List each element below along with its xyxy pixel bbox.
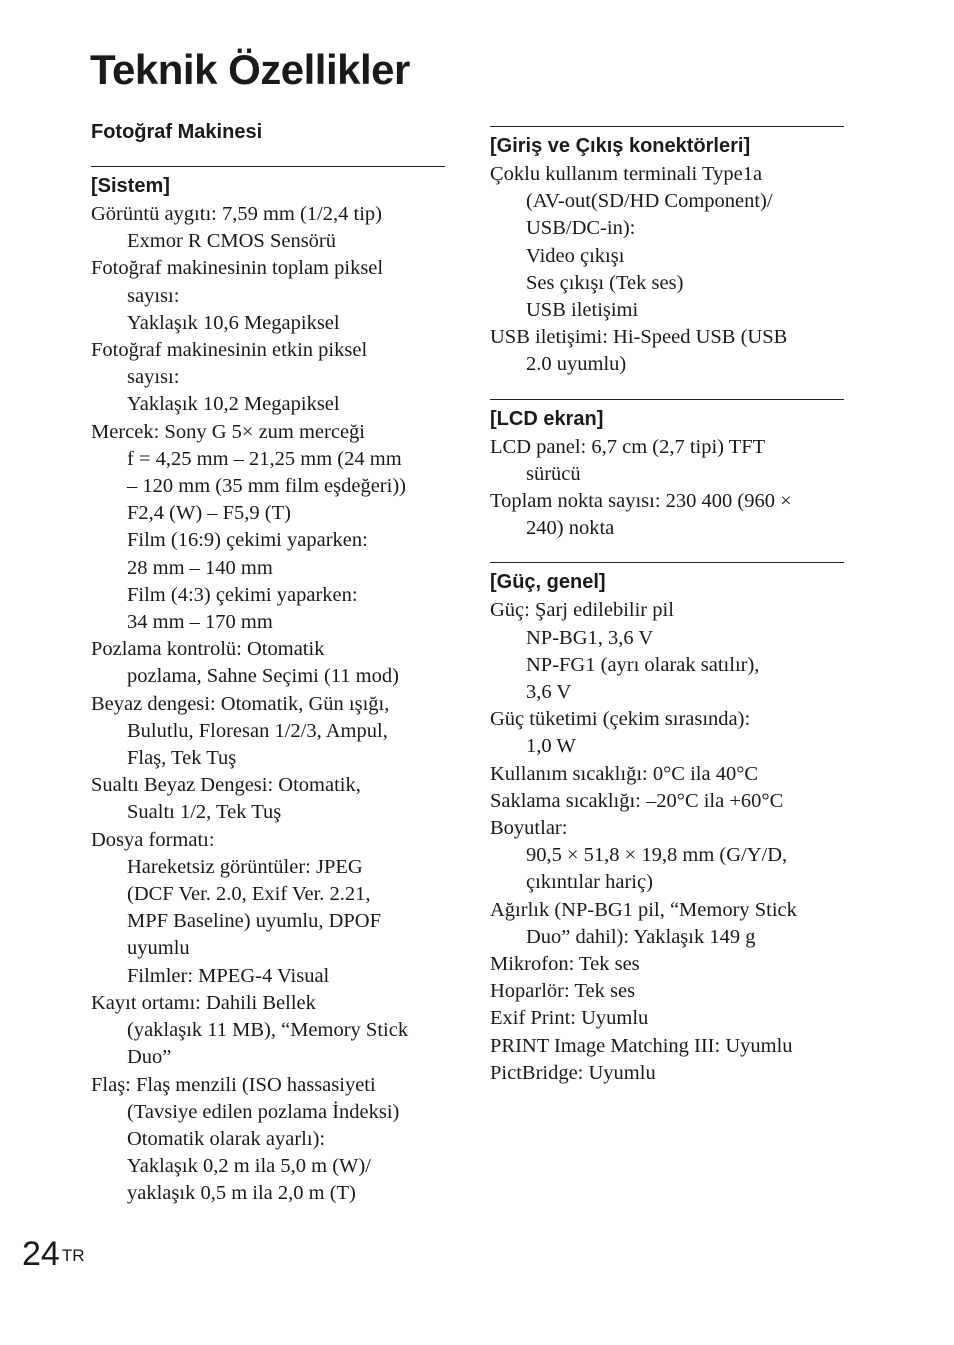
- spec-line: Mercek: Sony G 5× zum merceği: [91, 420, 365, 443]
- spec-line: Fotoğraf makinesinin etkin piksel: [91, 339, 368, 362]
- left-sections: [91, 166, 445, 1208]
- spec-line: Saklama sıcaklığı: –20°C ila +60°C: [490, 789, 784, 812]
- spec-line: Dosya formatı:: [91, 828, 215, 851]
- spec-line: Beyaz dengesi: Otomatik, Gün ışığı,: [91, 692, 390, 715]
- spec-line: Video çıkışı: [526, 244, 625, 267]
- spec-line: Yaklaşık 10,6 Megapiksel: [127, 311, 340, 334]
- spec-line: sayısı:: [127, 284, 180, 307]
- page-language-code: TR: [61, 1246, 85, 1265]
- spec-line: Filmler: MPEG-4 Visual: [127, 964, 330, 987]
- spec-line: 28 mm – 140 mm: [127, 556, 273, 579]
- spec-line: 90,5 × 51,8 × 19,8 mm (G/Y/D,: [526, 844, 788, 867]
- spec-line: pozlama, Sahne Seçimi (11 mod): [127, 665, 399, 688]
- spec-line: yaklaşık 0,5 m ila 2,0 m (T): [127, 1182, 356, 1205]
- spec-line: Kayıt ortamı: Dahili Bellek: [91, 991, 316, 1014]
- spec-line: Güç tüketimi (çekim sırasında):: [490, 708, 751, 731]
- spec-line: Hareketsiz görüntüler: JPEG: [127, 855, 363, 878]
- section-heading: [LCD ekran]: [490, 407, 604, 430]
- spec-line: 2.0 uyumlu): [526, 353, 627, 376]
- spec-line: (AV-out(SD/HD Component)/: [526, 190, 773, 213]
- spec-line: Çoklu kullanım terminali Type1a: [490, 163, 763, 185]
- right-column: [490, 116, 844, 1087]
- spec-line: 34 mm – 170 mm: [127, 611, 273, 634]
- spec-line: Sualtı 1/2, Tek Tuş: [127, 801, 282, 824]
- spec-line: Ses çıkışı (Tek ses): [526, 271, 684, 294]
- spec-line: Görüntü aygıtı: 7,59 mm (1/2,4 tip): [91, 203, 382, 225]
- spec-line: USB/DC-in):: [526, 217, 636, 240]
- spec-line: Duo”: [127, 1046, 172, 1069]
- spec-line: – 120 mm (35 mm film eşdeğeri)): [127, 475, 406, 498]
- spec-line: Boyutlar:: [490, 817, 568, 840]
- spec-line: Duo” dahil): Yaklaşık 149 g: [526, 925, 756, 948]
- spec-line: (Tavsiye edilen pozlama İndeksi): [127, 1100, 400, 1123]
- spec-line: sürücü: [526, 462, 581, 485]
- page-title: Teknik Özellikler: [90, 46, 410, 93]
- spec-line: Güç: Şarj edilebilir pil: [490, 599, 674, 622]
- spec-line: uyumlu: [127, 937, 190, 960]
- spec-line: f = 4,25 mm – 21,25 mm (24 mm: [127, 447, 402, 470]
- spec-line: Otomatik olarak ayarlı):: [127, 1127, 326, 1150]
- spec-line: Ağırlık (NP-BG1 pil, “Memory Stick: [490, 898, 797, 921]
- spec-line: (DCF Ver. 2.0, Exif Ver. 2.21,: [127, 883, 371, 906]
- spec-line: MPF Baseline) uyumlu, DPOF: [127, 910, 381, 933]
- spec-line: Film (16:9) çekimi yaparken:: [127, 529, 368, 552]
- spec-line: Hoparlör: Tek ses: [490, 980, 636, 1003]
- spec-section: [490, 562, 844, 1087]
- spec-line: USB iletişimi: [526, 299, 639, 322]
- spec-line: Yaklaşık 0,2 m ila 5,0 m (W)/: [127, 1155, 371, 1178]
- left-column: [91, 116, 445, 1208]
- spec-line: Sualtı Beyaz Dengesi: Otomatik,: [91, 774, 361, 797]
- spec-line: Flaş, Tek Tuş: [127, 747, 237, 770]
- spec-line: NP-FG1 (ayrı olarak satılır),: [526, 653, 760, 676]
- page-number: [22, 1230, 85, 1278]
- spec-line: 240) nokta: [526, 517, 615, 540]
- spec-line: Mikrofon: Tek ses: [490, 953, 640, 976]
- spec-line: 1,0 W: [526, 735, 576, 758]
- spec-line: Fotoğraf makinesinin toplam piksel: [91, 257, 384, 280]
- page-number-value: 24: [22, 1235, 60, 1273]
- spec-line: Toplam nokta sayısı: 230 400 (960 ×: [490, 490, 792, 513]
- spec-line: Kullanım sıcaklığı: 0°C ila 40°C: [490, 762, 759, 785]
- spec-line: Exif Print: Uyumlu: [490, 1007, 649, 1030]
- spec-line: Flaş: Flaş menzili (ISO hassasiyeti: [91, 1073, 376, 1096]
- spec-line: Film (4:3) çekimi yaparken:: [127, 583, 358, 606]
- section-heading: [Sistem]: [91, 175, 170, 197]
- right-sections: [490, 126, 844, 1087]
- spec-section: [490, 126, 844, 379]
- spec-line: Pozlama kontrolü: Otomatik: [91, 638, 325, 661]
- spec-section: [490, 399, 844, 543]
- spec-line: F2,4 (W) – F5,9 (T): [127, 502, 291, 525]
- section-heading: [Güç, genel]: [490, 571, 606, 594]
- spec-line: (yaklaşık 11 MB), “Memory Stick: [127, 1019, 409, 1042]
- spec-line: PictBridge: Uyumlu: [490, 1061, 656, 1084]
- spec-line: USB iletişimi: Hi-Speed USB (USB: [490, 326, 788, 349]
- spec-line: Yaklaşık 10,2 Megapiksel: [127, 393, 340, 416]
- section-subtitle: Fotoğraf Makinesi: [91, 121, 263, 143]
- spec-section: [91, 166, 445, 1208]
- spec-line: Exmor R CMOS Sensörü: [127, 230, 337, 253]
- spec-line: 3,6 V: [526, 681, 572, 704]
- spec-line: çıkıntılar hariç): [526, 871, 653, 894]
- section-heading: [Giriş ve Çıkış konektörleri]: [490, 135, 751, 157]
- spec-line: LCD panel: 6,7 cm (2,7 tipi) TFT: [490, 435, 766, 458]
- spec-line: NP-BG1, 3,6 V: [526, 626, 654, 649]
- spec-line: sayısı:: [127, 366, 180, 389]
- spec-line: Bulutlu, Floresan 1/2/3, Ampul,: [127, 719, 388, 742]
- spec-line: PRINT Image Matching III: Uyumlu: [490, 1034, 793, 1057]
